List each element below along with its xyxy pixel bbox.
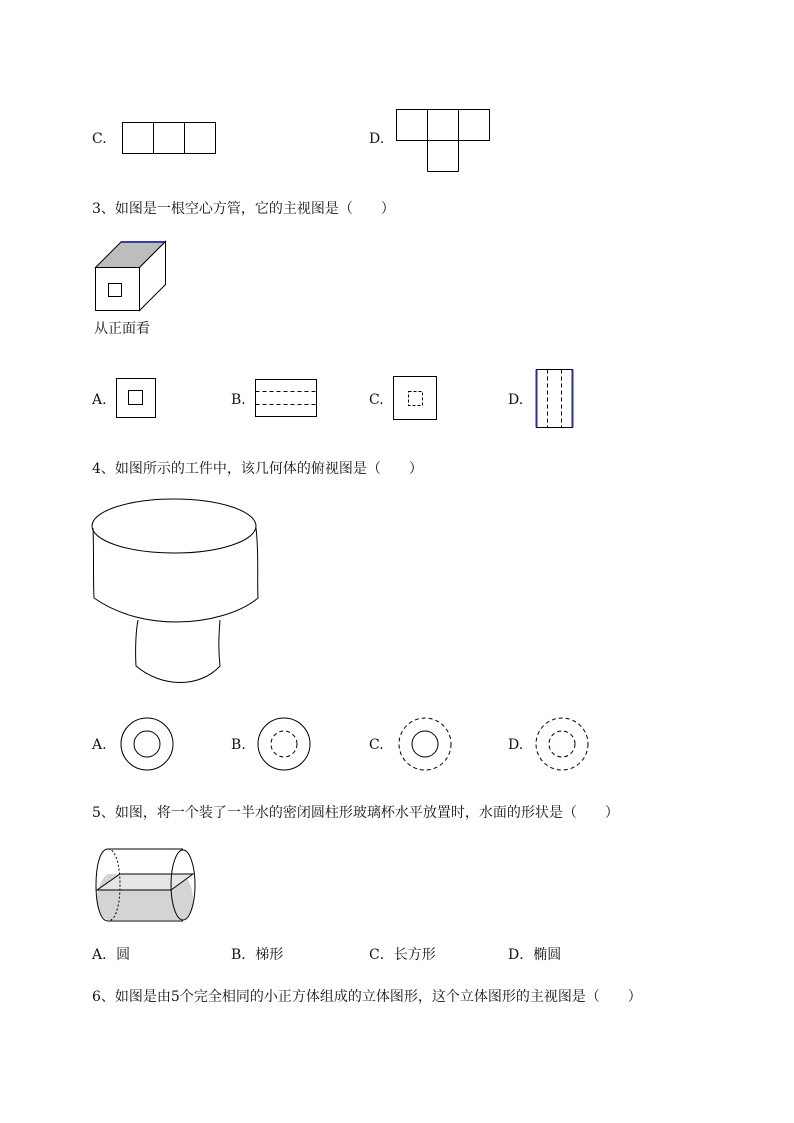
q3-stem: 3、如图是一根空心方管，它的主视图是（ ） <box>92 201 395 217</box>
q3-option-a-figure[interactable] <box>116 378 158 420</box>
q3-option-c-label: C. <box>369 392 384 408</box>
q4-option-c-figure[interactable] <box>398 717 454 773</box>
q4-option-a-label: A. <box>92 737 107 753</box>
q5-stem: 5、如图，将一个装了一半水的密闭圆柱形玻璃杯水平放置时，水面的形状是（ ） <box>92 805 619 821</box>
q4-stem: 4、如图所示的工件中，该几何体的俯视图是（ ） <box>92 461 423 477</box>
q2-option-d-figure[interactable] <box>396 109 491 173</box>
q4-option-a-figure[interactable] <box>120 717 176 773</box>
q4-option-d-label: D. <box>508 737 524 753</box>
q4-option-b-figure[interactable] <box>257 717 313 773</box>
q4-option-d-figure[interactable] <box>535 717 591 773</box>
q5-option-d[interactable]: D．椭圆 <box>508 947 562 963</box>
q3-option-c-figure[interactable] <box>393 376 439 422</box>
q3-option-d-figure[interactable] <box>536 369 575 430</box>
q5-option-c[interactable]: C．长方形 <box>369 947 436 963</box>
q3-option-d-label: D. <box>508 392 524 408</box>
q3-option-b-figure[interactable] <box>255 379 319 419</box>
q2-option-c-label: C. <box>92 131 107 147</box>
q5-cylinder-figure <box>95 848 197 923</box>
q5-option-a[interactable]: A．圆 <box>92 947 131 963</box>
q3-option-b-label: B. <box>231 392 246 408</box>
q2-option-d-label: D. <box>369 131 385 147</box>
q3-caption: 从正面看 <box>94 321 150 337</box>
q2-option-c-figure[interactable] <box>122 122 217 155</box>
q6-stem: 6、如图是由5个完全相同的小正方体组成的立体图形，这个立体图形的主视图是（ ） <box>92 989 642 1005</box>
q3-hollow-tube-figure <box>95 241 167 311</box>
q4-option-b-label: B. <box>231 737 246 753</box>
q3-option-a-label: A. <box>92 392 107 408</box>
q5-option-b[interactable]: B．梯形 <box>231 947 284 963</box>
q4-option-c-label: C. <box>369 737 384 753</box>
q4-workpiece-figure <box>90 498 262 686</box>
